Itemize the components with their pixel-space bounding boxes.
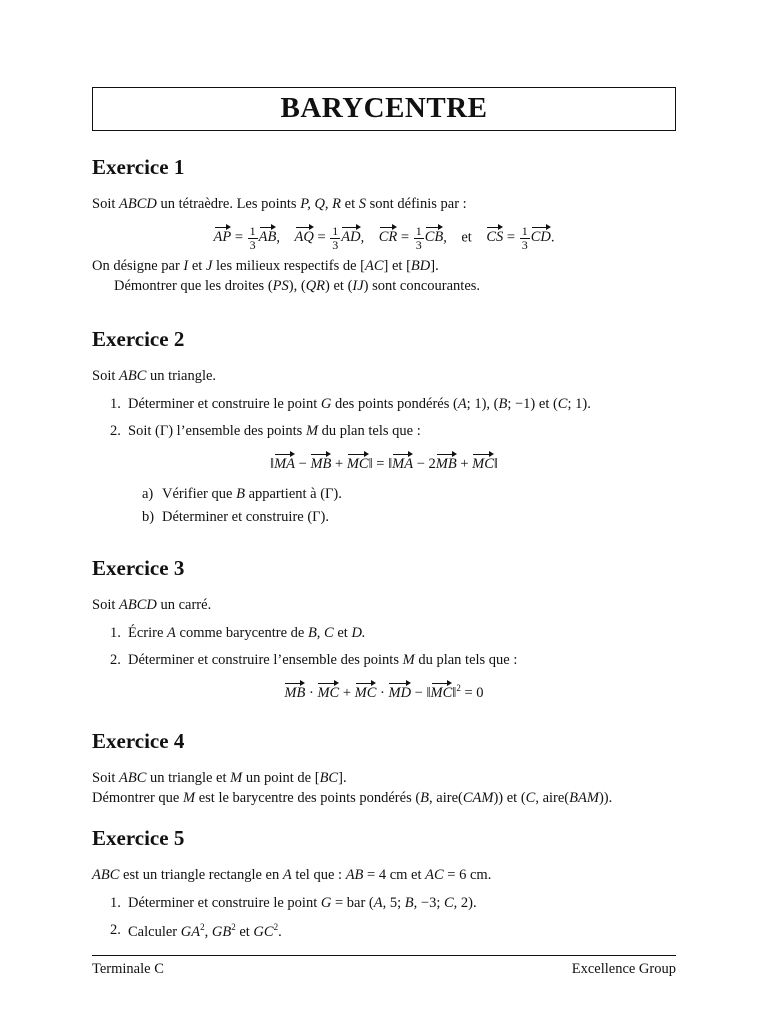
exercise-4-line1: Soit ABC un triangle et M un point de [BC].: [92, 770, 347, 787]
list-item: 2. Soit (Γ) l’ensemble des points M du plan tels que :: [110, 423, 421, 440]
exercise-5: [92, 824, 676, 943]
exercise-1-equations: AP = $\frac{1}{3}$ AB, AQ = $\frac{1}{3}$ AD, CR = $\frac{1}{3}$ CB, et CS = $\frac{1}{3}$ CD.: [213, 223, 555, 252]
exercise-2-equation: ‖MA − MB + MC‖ = ‖MA − 2MB + MC‖: [92, 452, 676, 475]
exercise-3-heading: Exercice 3: [92, 556, 185, 580]
footer-left: Terminale C: [92, 961, 164, 977]
exercise-1-line2: On désigne par I et J les milieux respectifs de [AC] et [BD].: [92, 258, 439, 275]
exercise-2-intro: Soit ABC un triangle.: [92, 368, 217, 385]
list-item: a) Vérifier que B appartient à (Γ).: [142, 485, 342, 502]
title-box: [92, 87, 676, 131]
exercise-4-heading: Exercice 4: [92, 729, 185, 753]
list-item: 1. Déterminer et construire le point G des points pondérés (A; 1), (B; −1) et (C; 1).: [110, 395, 591, 412]
list-item: 2. Déterminer et construire l’ensemble des points M du plan tels que :: [110, 652, 518, 669]
exercise-1-heading: Exercice 1: [92, 155, 185, 179]
exercise-5-list: [92, 894, 676, 943]
exercise-4: [92, 727, 676, 808]
exercise-2-heading: Exercice 2: [92, 327, 185, 351]
list-item: 1. Déterminer et construire le point G = bar (A, 5; B, −3; C, 2).: [110, 894, 477, 911]
exercise-1-line3: Démontrer que les droites (PS), (QR) et (IJ) sont concourantes.: [114, 277, 481, 294]
exercise-2-list: [92, 395, 676, 442]
exercise-1: [92, 153, 676, 296]
exercise-2: [92, 325, 676, 528]
list-item: b) Déterminer et construire (Γ).: [142, 509, 330, 526]
exercise-3-intro: Soit ABCD un carré.: [92, 597, 212, 614]
list-item: 1. Écrire A comme barycentre de B, C et D.: [110, 624, 366, 641]
exercise-3-list: [92, 624, 676, 671]
exercise-5-heading: Exercice 5: [92, 826, 185, 850]
footer-right: Excellence Group: [571, 961, 676, 977]
footer-divider: [92, 955, 676, 956]
page: [92, 0, 676, 1024]
list-item: 2. Calculer $GA^2$, $GB^2$ et $GC^2$.: [110, 922, 282, 941]
exercise-3-equation: MB · MC + MC · MD − ‖MC‖$^2$ = 0: [92, 681, 676, 704]
exercise-5-line1: ABC est un triangle rectangle en A tel que : AB = 4 cm et AC = 6 cm.: [92, 867, 492, 884]
exercise-3: [92, 554, 676, 704]
exercise-4-line2: Démontrer que M est le barycentre des points pondérés (B, aire(CAM)) et (C, aire(BAM)).: [92, 789, 613, 806]
page-title: BARYCENTRE: [280, 92, 488, 125]
exercise-2-sublist: [92, 485, 676, 528]
exercise-1-intro: Soit ABCD un tétraèdre. Les points P, Q, R et S sont définis par :: [92, 196, 467, 213]
